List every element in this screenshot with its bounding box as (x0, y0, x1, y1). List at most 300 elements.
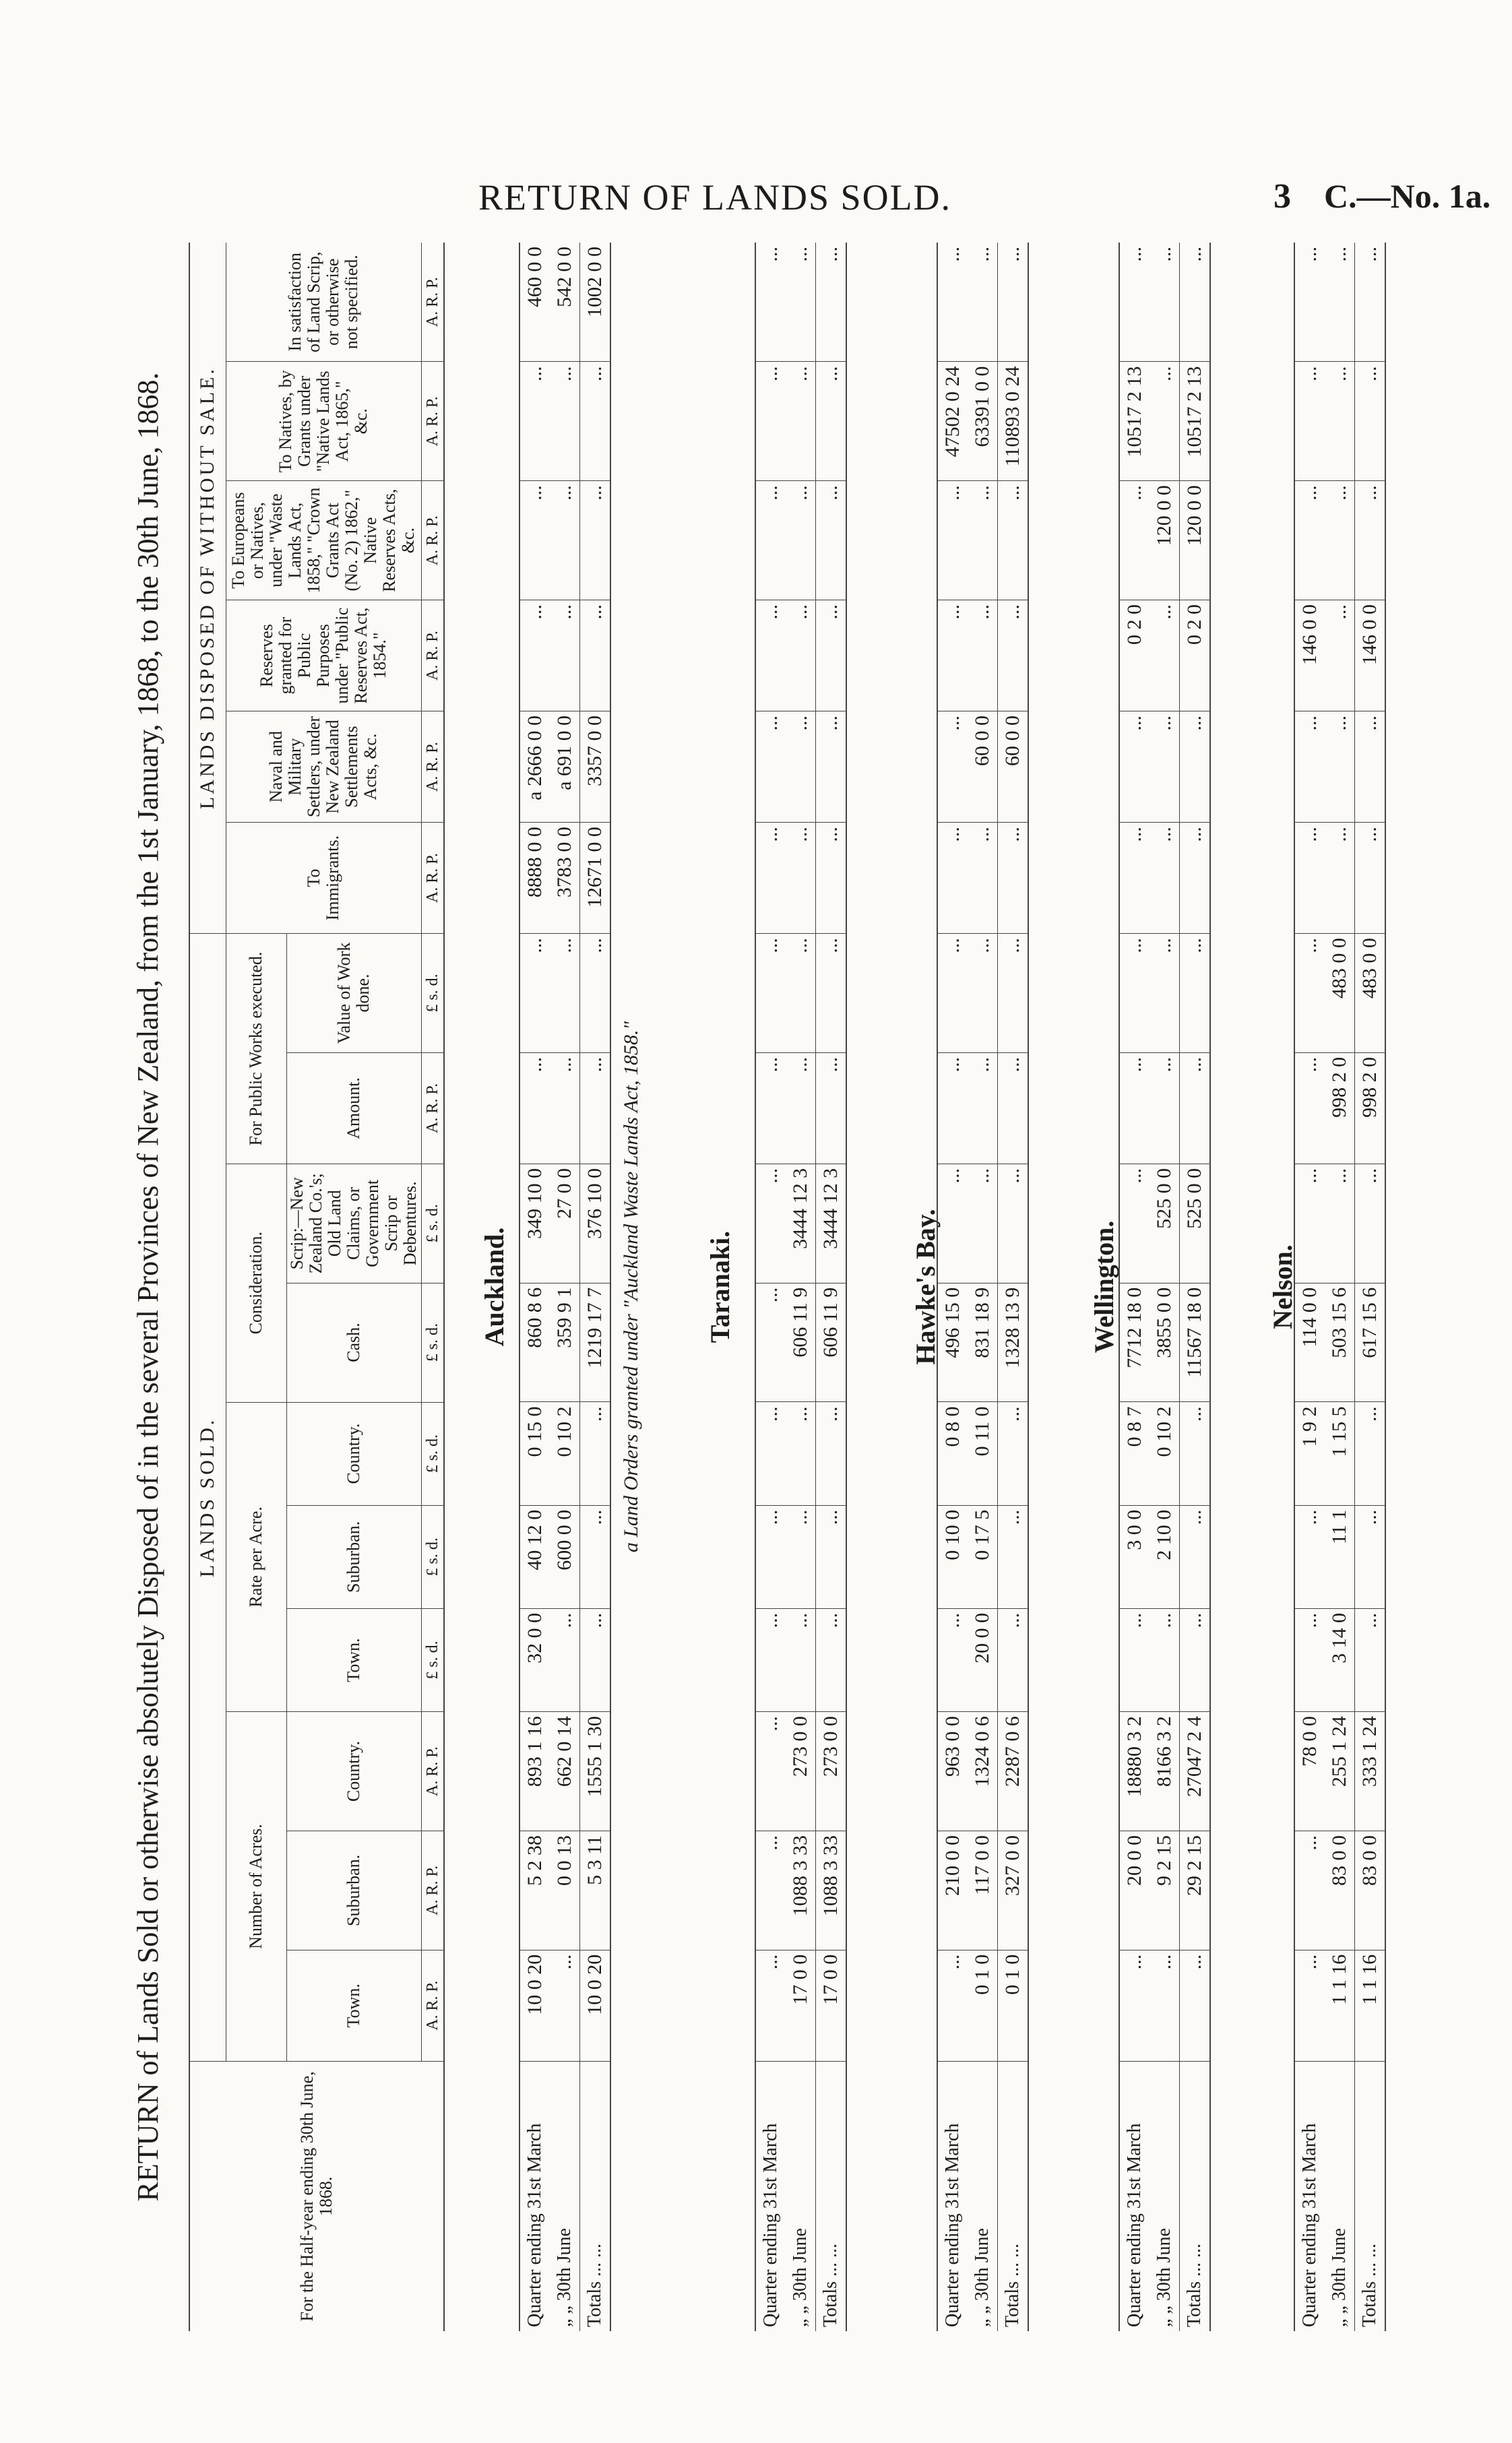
column-header-block (189, 243, 445, 2331)
table-cell: ... (968, 1164, 998, 1283)
table-cell: ... (1355, 1505, 1386, 1608)
table-cell: ... (816, 481, 847, 600)
table-cell: ... (1294, 481, 1325, 600)
rate-per-acre-header: Rate per Acre. (226, 1402, 286, 1712)
units-header: £ s. d. (421, 1164, 444, 1283)
table-cell: 32 0 0 (519, 1608, 550, 1711)
table-cell: ... (1119, 1950, 1149, 2061)
province-block (519, 243, 611, 2331)
table-cell: 18880 3 2 (1119, 1712, 1149, 1831)
cash-header: Cash. (286, 1283, 421, 1402)
table-cell: ... (755, 1402, 786, 1505)
table-cell: ... (937, 1950, 968, 2061)
table-cell: ... (816, 1052, 847, 1164)
table-cell: ... (580, 1052, 611, 1164)
table-cell: ... (786, 1505, 816, 1608)
table-cell: ... (1180, 934, 1211, 1053)
table-row (1325, 243, 1355, 2331)
table-cell: ... (998, 1052, 1029, 1164)
table-cell: ... (1355, 481, 1386, 600)
table-cell: 8888 0 0 (519, 823, 550, 934)
row-label: Totals ... ... (1355, 2061, 1386, 2331)
table-cell: ... (937, 243, 968, 362)
row-label: „ „ 30th June (1154, 2228, 1174, 2327)
table-cell: ... (937, 600, 968, 711)
lands-disposed-header: LANDS DISPOSED OF WITHOUT SALE. (189, 243, 226, 934)
table-cell: 0 15 0 (519, 1402, 550, 1505)
table-cell: 503 15 6 (1325, 1283, 1355, 1402)
table-cell: 1 15 5 (1325, 1402, 1355, 1505)
to-immigrants-header: To Immigrants. (226, 823, 421, 934)
table-cell: 11 1 (1325, 1505, 1355, 1608)
table-cell: 0 0 13 (550, 1831, 580, 1950)
table-cell: ... (1180, 1402, 1211, 1505)
table-cell: 496 15 0 (937, 1283, 968, 1402)
table-cell: ... (755, 1831, 786, 1950)
row-label: „ „ 30th June (1329, 2228, 1350, 2327)
province-table (1294, 243, 1386, 2331)
units-header: £ s. d. (421, 1402, 444, 1505)
units-header: A. R. P. (421, 1950, 444, 2061)
table-cell: ... (937, 934, 968, 1053)
lands-sold-header: LANDS SOLD. (189, 934, 226, 2062)
table-cell: ... (755, 600, 786, 711)
totals-row (816, 243, 847, 2331)
table-cell: ... (998, 243, 1029, 362)
table-cell: ... (937, 711, 968, 823)
table-cell: 210 0 0 (937, 1831, 968, 1950)
table-cell: 542 0 0 (550, 243, 580, 362)
table-cell: ... (519, 481, 550, 600)
table-cell: 1219 17 7 (580, 1283, 611, 1402)
units-header: A. R. P. (421, 823, 444, 934)
table-cell: 1088 3 33 (786, 1831, 816, 1950)
table-cell: 1328 13 9 (998, 1283, 1029, 1402)
table-cell: ... (998, 934, 1029, 1053)
totals-row (1355, 243, 1386, 2331)
town-acres-header: Town. (286, 1950, 421, 2061)
table-cell: 2287 0 6 (998, 1712, 1029, 1831)
rotated-return-table (128, 243, 1449, 2331)
table-cell: 349 10 0 (519, 1164, 550, 1283)
table-cell: ... (998, 600, 1029, 711)
units-header: A. R. P. (421, 481, 444, 600)
table-cell: ... (786, 600, 816, 711)
footnote: a Land Orders granted under "Auckland Waste Lands Act, 1858." (620, 1021, 642, 1553)
table-cell: 0 10 0 (937, 1505, 968, 1608)
land-scrip-header: In satisfaction of Land Scrip, or otherwise not specified. (226, 243, 421, 362)
table-cell: 460 0 0 (519, 243, 550, 362)
units-header: A. R. P. (421, 1831, 444, 1950)
table-cell: ... (755, 1052, 786, 1164)
table-row (968, 243, 998, 2331)
table-cell: ... (1119, 934, 1149, 1053)
table-cell: ... (519, 600, 550, 711)
row-label: „ „ 30th June (972, 2228, 993, 2327)
table-cell: ... (998, 1505, 1029, 1608)
table-cell: 12671 0 0 (580, 823, 611, 934)
table-cell: 120 0 0 (1180, 481, 1211, 600)
table-cell: 20 0 0 (1119, 1831, 1149, 1950)
table-cell: 273 0 0 (786, 1712, 816, 1831)
table-cell: 0 2 0 (1180, 600, 1211, 711)
table-cell: ... (786, 1608, 816, 1711)
table-row (755, 243, 786, 2331)
table-cell: ... (1149, 1950, 1180, 2061)
table-cell: ... (550, 1608, 580, 1711)
table-cell: 483 0 0 (1355, 934, 1386, 1053)
table-cell: ... (755, 243, 786, 362)
units-header: £ s. d. (421, 1505, 444, 1608)
table-cell: ... (998, 481, 1029, 600)
totals-row (1180, 243, 1211, 2331)
table-cell: ... (816, 362, 847, 481)
table-cell: ... (580, 1402, 611, 1505)
table-row (550, 243, 580, 2331)
table-cell: ... (1355, 1608, 1386, 1711)
europeans-natives-header: To Europeans or Natives, under "Waste Lands Act, 1858," "Crown Grants Act (No. 2) 1862," Native Reserves Acts, &c. (226, 481, 421, 600)
table-cell: 1324 0 6 (968, 1712, 998, 1831)
table-cell: ... (998, 1164, 1029, 1283)
units-header: A. R. P. (421, 711, 444, 823)
table-cell: 963 0 0 (937, 1712, 968, 1831)
row-label: Totals ... ... (580, 2061, 611, 2331)
province-name: Taranaki. (705, 1230, 735, 1343)
country-acres-header: Country. (286, 1712, 421, 1831)
row-label: „ „ 30th June (554, 2228, 575, 2327)
table-cell: ... (1180, 243, 1211, 362)
table-cell: ... (519, 934, 550, 1053)
table-cell: ... (755, 1608, 786, 1711)
table-cell: 146 0 0 (1294, 600, 1325, 711)
table-cell: 120 0 0 (1149, 481, 1180, 600)
table-cell: ... (1355, 1402, 1386, 1505)
table-cell: 110893 0 24 (998, 362, 1029, 481)
table-cell: ... (1355, 1164, 1386, 1283)
table-cell: 10517 2 13 (1119, 362, 1149, 481)
table-cell: 114 0 0 (1294, 1283, 1325, 1402)
table-cell: ... (786, 481, 816, 600)
table-cell: ... (1325, 600, 1355, 711)
table-cell: 0 1 0 (968, 1950, 998, 2061)
value-of-work-header: Value of Work done. (286, 934, 421, 1053)
table-cell: ... (580, 1505, 611, 1608)
table-cell: ... (1355, 823, 1386, 934)
table-cell: 0 10 2 (550, 1402, 580, 1505)
row-label: Quarter ending 31st March (1124, 2123, 1145, 2327)
units-header: A. R. P. (421, 1712, 444, 1831)
table-cell: 0 17 5 (968, 1505, 998, 1608)
table-cell: 3444 12 3 (816, 1164, 847, 1283)
units-header: £ s. d. (421, 1283, 444, 1402)
table-cell: 0 10 2 (1149, 1402, 1180, 1505)
table-cell: ... (1355, 243, 1386, 362)
table-cell: 893 1 16 (519, 1712, 550, 1831)
table-cell: ... (998, 823, 1029, 934)
table-cell: 60 0 0 (968, 711, 998, 823)
table-cell: 376 10 0 (580, 1164, 611, 1283)
table-cell: 40 12 0 (519, 1505, 550, 1608)
table-cell: 3357 0 0 (580, 711, 611, 823)
table-cell: ... (786, 711, 816, 823)
table-cell: 11567 18 0 (1180, 1283, 1211, 1402)
table-cell: ... (580, 934, 611, 1053)
table-cell: 0 2 0 (1119, 600, 1149, 711)
table-cell: ... (1294, 1608, 1325, 1711)
table-cell: ... (968, 481, 998, 600)
table-cell: ... (1294, 1505, 1325, 1608)
scrip-header: Scrip:—New Zealand Co.'s; Old Land Claims, or Government Scrip or Debentures. (286, 1164, 421, 1283)
table-cell: ... (755, 362, 786, 481)
table-cell: 29 2 15 (1180, 1831, 1211, 1950)
table-cell: ... (755, 823, 786, 934)
units-header: A. R. P. (421, 362, 444, 481)
table-cell: ... (1149, 362, 1180, 481)
province-block (1294, 243, 1386, 2331)
table-cell: ... (786, 1052, 816, 1164)
table-cell: 1555 1 30 (580, 1712, 611, 1831)
row-label: Totals ... ... (998, 2061, 1029, 2331)
row-label: Quarter ending 31st March (524, 2123, 545, 2327)
units-header: A. R. P. (421, 1052, 444, 1164)
totals-row (998, 243, 1029, 2331)
table-cell: ... (1355, 711, 1386, 823)
table-cell: ... (755, 1505, 786, 1608)
table-cell: ... (1119, 1164, 1149, 1283)
document-title: RETURN of Lands Sold or otherwise absolutely Disposed of in the several Provinces of New Zealand, from the 1st January, 1868, to the 30th June, 1868. (131, 372, 164, 2202)
table-cell: ... (998, 1608, 1029, 1711)
table-cell: ... (1294, 362, 1325, 481)
table-cell: 0 1 0 (998, 1950, 1029, 2061)
column-header-table (189, 243, 445, 2331)
table-cell: ... (755, 934, 786, 1053)
table-cell: 17 0 0 (816, 1950, 847, 2061)
table-cell: 606 11 9 (786, 1283, 816, 1402)
table-cell: ... (998, 1402, 1029, 1505)
table-cell: ... (1119, 1608, 1149, 1711)
table-cell: 1088 3 33 (816, 1831, 847, 1950)
table-cell: ... (580, 481, 611, 600)
table-cell: 0 11 0 (968, 1402, 998, 1505)
province-name: Nelson. (1267, 1244, 1298, 1329)
table-cell: ... (550, 600, 580, 711)
table-cell: ... (580, 1608, 611, 1711)
table-cell: ... (1180, 1950, 1211, 2061)
table-cell: ... (1355, 362, 1386, 481)
table-cell: ... (1180, 1052, 1211, 1164)
table-cell: ... (1294, 243, 1325, 362)
table-cell: 600 0 0 (550, 1505, 580, 1608)
table-cell: 60 0 0 (998, 711, 1029, 823)
consideration-header: Consideration. (226, 1164, 286, 1402)
table-cell: ... (1119, 711, 1149, 823)
table-row (937, 243, 968, 2331)
table-cell: 1002 0 0 (580, 243, 611, 362)
row-label: Totals ... ... (1180, 2061, 1211, 2331)
table-cell: ... (937, 823, 968, 934)
province-table (519, 243, 611, 2331)
number-of-acres-header: Number of Acres. (226, 1712, 286, 2062)
province-table (937, 243, 1029, 2331)
table-cell: ... (1180, 1608, 1211, 1711)
table-cell: ... (968, 823, 998, 934)
table-cell: 117 0 0 (968, 1831, 998, 1950)
reserves-header: Reserves granted for Public Purposes under "Public Reserves Act, 1854." (226, 600, 421, 711)
table-cell: 10 0 20 (580, 1950, 611, 2061)
table-cell: ... (1149, 1052, 1180, 1164)
table-cell: ... (550, 1950, 580, 2061)
table-cell: ... (968, 1052, 998, 1164)
table-cell: ... (1294, 1831, 1325, 1950)
table-cell: ... (1119, 243, 1149, 362)
table-cell: ... (1149, 600, 1180, 711)
table-cell: ... (1325, 711, 1355, 823)
table-cell: 7712 18 0 (1119, 1283, 1149, 1402)
table-cell: 998 2 0 (1325, 1052, 1355, 1164)
row-label: Totals ... ... (816, 2061, 847, 2331)
table-cell: ... (1294, 1950, 1325, 2061)
town-rate-header: Town. (286, 1608, 421, 1711)
table-cell: ... (786, 1402, 816, 1505)
table-cell: ... (968, 243, 998, 362)
table-cell: 327 0 0 (998, 1831, 1029, 1950)
table-cell: 359 9 1 (550, 1283, 580, 1402)
table-cell: ... (816, 1608, 847, 1711)
table-cell: ... (550, 1052, 580, 1164)
province-name: Auckland. (479, 1227, 509, 1347)
public-works-header: For Public Works executed. (226, 934, 286, 1164)
table-cell: ... (1149, 711, 1180, 823)
table-cell: ... (550, 481, 580, 600)
table-cell: ... (755, 481, 786, 600)
table-cell: ... (968, 600, 998, 711)
table-cell: ... (1119, 823, 1149, 934)
table-cell: 525 0 0 (1180, 1164, 1211, 1283)
table-cell: 831 18 9 (968, 1283, 998, 1402)
table-cell: 662 0 14 (550, 1712, 580, 1831)
province-table (1119, 243, 1211, 2331)
table-cell: ... (580, 600, 611, 711)
table-cell: ... (786, 243, 816, 362)
table-cell: 27047 2 4 (1180, 1712, 1211, 1831)
table-row (1119, 243, 1149, 2331)
table-cell: ... (1294, 1052, 1325, 1164)
suburban-acres-header: Suburban. (286, 1831, 421, 1950)
table-cell: 78 0 0 (1294, 1712, 1325, 1831)
table-cell: ... (816, 711, 847, 823)
table-cell: 3 14 0 (1325, 1608, 1355, 1711)
naval-military-header: Naval and Military Settlers, under New Zealand Settlements Acts, &c. (226, 711, 421, 823)
totals-row (580, 243, 611, 2331)
table-cell: 0 8 7 (1119, 1402, 1149, 1505)
table-cell: ... (1180, 711, 1211, 823)
period-header: For the Half-year ending 30th June, 1868. (189, 2061, 444, 2331)
province-block (937, 243, 1029, 2331)
table-cell: ... (968, 934, 998, 1053)
province-name: Hawke's Bay. (910, 1209, 941, 1365)
province-block (1119, 243, 1211, 2331)
row-label: „ „ 30th June (790, 2228, 811, 2327)
table-cell: 617 15 6 (1355, 1283, 1386, 1402)
table-cell: 9 2 15 (1149, 1831, 1180, 1950)
table-cell: ... (519, 1052, 550, 1164)
table-cell: ... (1149, 1608, 1180, 1711)
table-cell: ... (519, 362, 550, 481)
table-cell: 83 0 0 (1355, 1831, 1386, 1950)
table-row (786, 243, 816, 2331)
units-header: A. R. P. (421, 600, 444, 711)
table-cell: 255 1 24 (1325, 1712, 1355, 1831)
table-cell: 0 8 0 (937, 1402, 968, 1505)
table-cell: 10517 2 13 (1180, 362, 1211, 481)
table-cell: ... (1119, 1052, 1149, 1164)
table-cell: 860 8 6 (519, 1283, 550, 1402)
table-cell: 3855 0 0 (1149, 1283, 1180, 1402)
table-cell: ... (580, 362, 611, 481)
table-cell: ... (1294, 934, 1325, 1053)
table-cell: ... (937, 1052, 968, 1164)
table-cell: 2 10 0 (1149, 1505, 1180, 1608)
table-cell: 8166 3 2 (1149, 1712, 1180, 1831)
table-cell: ... (816, 243, 847, 362)
table-cell: 606 11 9 (816, 1283, 847, 1402)
table-cell: ... (755, 1950, 786, 2061)
province-block (755, 243, 847, 2331)
table-cell: 1 1 16 (1355, 1950, 1386, 2061)
table-cell: ... (786, 362, 816, 481)
table-cell: 3444 12 3 (786, 1164, 816, 1283)
table-cell: ... (816, 1505, 847, 1608)
table-cell: 83 0 0 (1325, 1831, 1355, 1950)
table-cell: ... (1149, 934, 1180, 1053)
table-row (519, 243, 550, 2331)
table-cell: 1 9 2 (1294, 1402, 1325, 1505)
table-cell: 483 0 0 (1325, 934, 1355, 1053)
table-cell: 63391 0 0 (968, 362, 998, 481)
table-cell: ... (755, 1283, 786, 1402)
province-table (755, 243, 847, 2331)
table-cell: ... (816, 823, 847, 934)
table-cell: ... (816, 934, 847, 1053)
table-cell: ... (1325, 1164, 1355, 1283)
table-cell: 998 2 0 (1355, 1052, 1386, 1164)
table-cell: 525 0 0 (1149, 1164, 1180, 1283)
row-label: Quarter ending 31st March (760, 2123, 781, 2327)
table-cell: ... (1180, 1505, 1211, 1608)
table-row (1294, 243, 1325, 2331)
table-cell: ... (1294, 1164, 1325, 1283)
table-cell: 3 0 0 (1119, 1505, 1149, 1608)
table-cell: a 691 0 0 (550, 711, 580, 823)
row-label: Quarter ending 31st March (942, 2123, 963, 2327)
document-reference: C.—No. 1a. (1324, 177, 1491, 215)
country-rate-header: Country. (286, 1402, 421, 1505)
table-cell: ... (550, 362, 580, 481)
table-cell: ... (755, 1164, 786, 1283)
table-cell: ... (786, 823, 816, 934)
table-cell: ... (1180, 823, 1211, 934)
table-cell: ... (1294, 711, 1325, 823)
table-cell: 17 0 0 (786, 1950, 816, 2061)
table-cell: ... (1149, 243, 1180, 362)
table-cell: ... (816, 1402, 847, 1505)
province-name: Wellington. (1089, 1220, 1119, 1354)
table-cell: ... (937, 1608, 968, 1711)
amount-header: Amount. (286, 1052, 421, 1164)
to-natives-header: To Natives, by Grants under "Native Lands Act, 1865," &c. (226, 362, 421, 481)
table-cell: a 2666 0 0 (519, 711, 550, 823)
running-title: RETURN OF LANDS SOLD. (478, 177, 952, 218)
